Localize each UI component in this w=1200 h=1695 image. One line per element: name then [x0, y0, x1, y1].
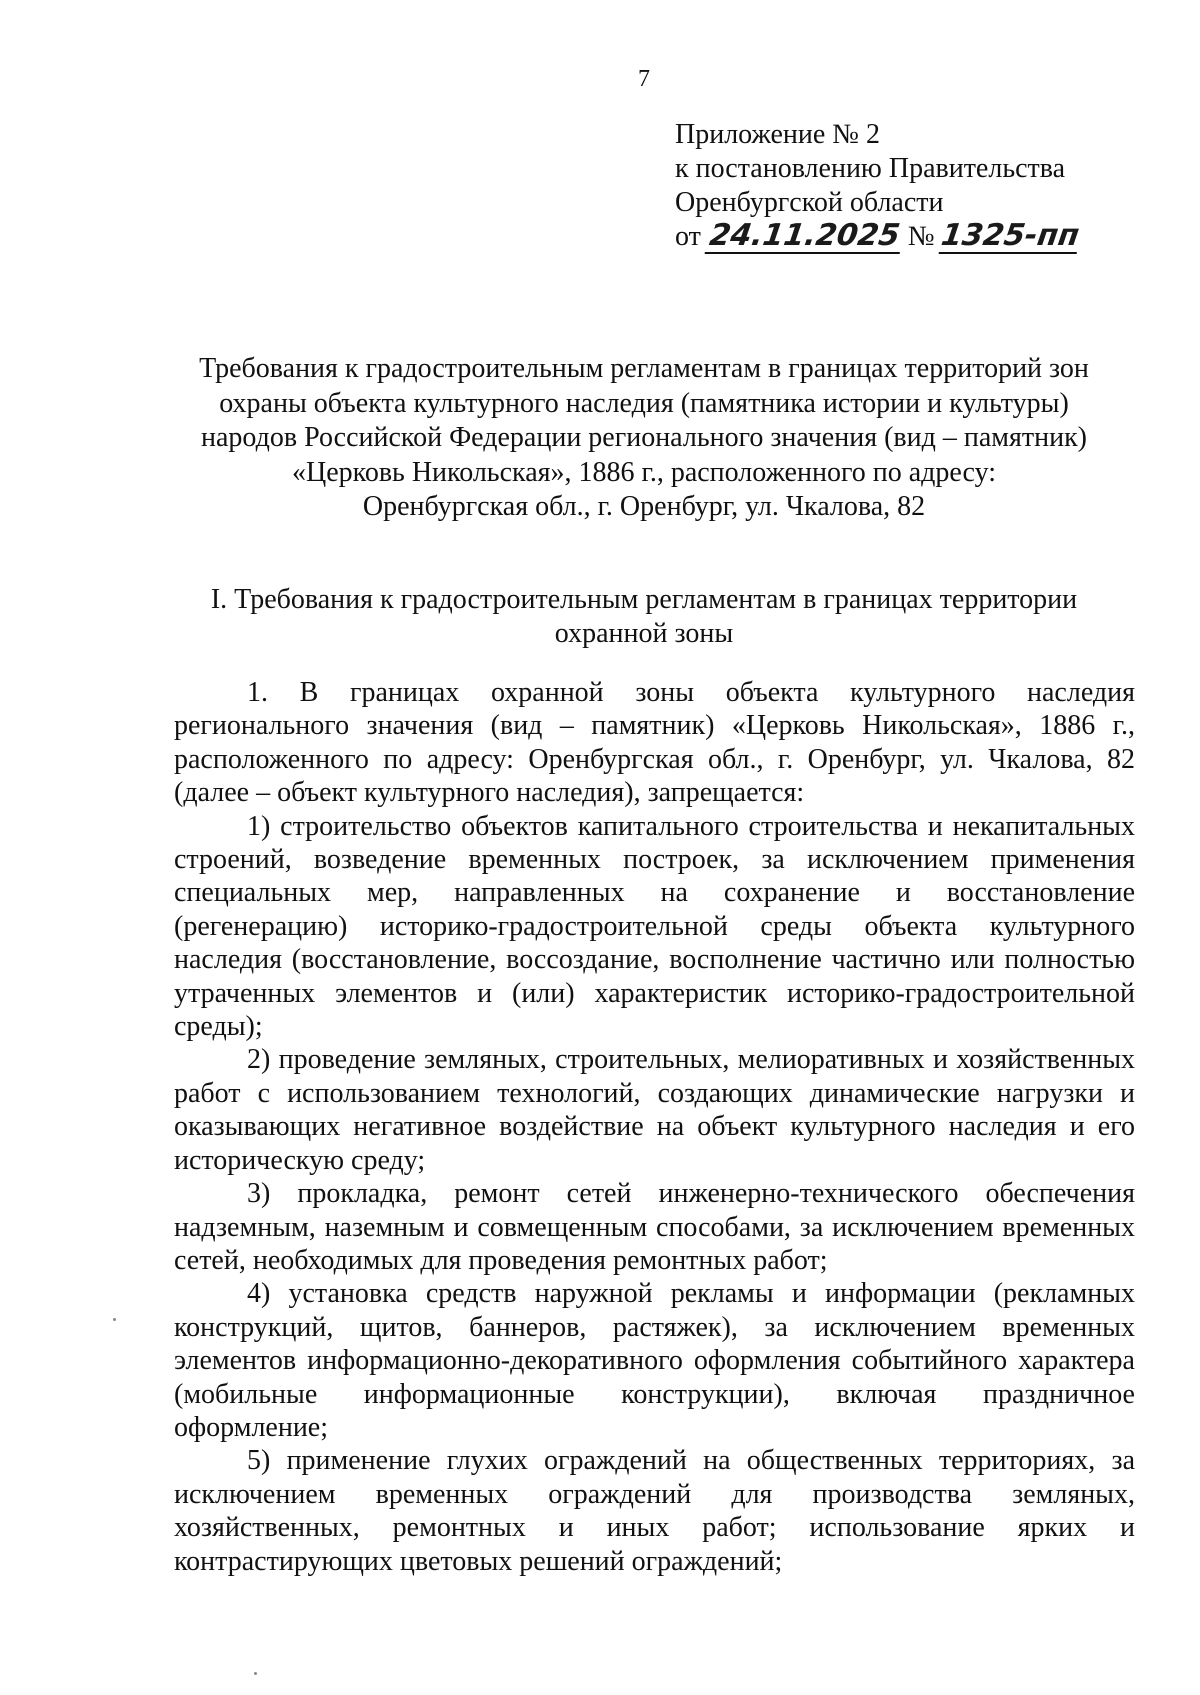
- paragraph-1: 1. В границах охранной зоны объекта культурного наследия регионального значения (вид – памятник) «Церковь Никольская», 1886 г., расположенного по адресу: Оренбургская обл., г. Оренбург, ул. Чкалова, 82 (далее – объект культурного наследия), запрещается:: [174, 677, 1135, 809]
- appendix-block: [675, 118, 1079, 254]
- title-line: народов Российской Федерации регионального значения (вид – памятник): [201, 422, 1087, 453]
- list-item-2: 2) проведение земляных, строительных, мелиоративных и хозяйственных работ с использованием технологий, создающих динамические нагрузки и оказывающих негативное воздействие на объект культурного наследия и его историческую среду;: [174, 1044, 1135, 1176]
- appendix-region: Оренбургской области: [675, 187, 944, 218]
- number-sign: №: [907, 221, 935, 252]
- page-number: 7: [638, 66, 650, 92]
- from-label: от: [675, 221, 701, 252]
- handwritten-number: 1325-пп: [938, 218, 1081, 253]
- appendix-resolution: к постановлению Правительства: [675, 153, 1066, 184]
- title-line: охраны объекта культурного наследия (памятника истории и культуры): [219, 387, 1069, 419]
- list-item-5: 5) применение глухих ограждений на общественных территориях, за исключением временных ограждений для производства земляных, хозяйственных, ремонтных и иных работ; использование ярких и контрастирующих цветовых решений ограждений;: [174, 1445, 1135, 1577]
- list-item-4: 4) установка средств наружной рекламы и информации (рекламных конструкций, щитов, баннеров, растяжек), за исключением временных элементов информационно-декоративного оформления событийного характера (мобильные информационные конструкции), включая праздничное оформление;: [174, 1278, 1135, 1443]
- appendix-date-line: [675, 220, 1079, 254]
- list-item-3: 3) прокладка, ремонт сетей инженерно-технического обеспечения надземным, наземным и совмещенным способами, за исключением временных сетей, необходимых для проведения ремонтных работ;: [174, 1178, 1135, 1276]
- handwritten-date: 24.11.2025: [704, 220, 904, 254]
- section-heading: [100, 583, 1188, 651]
- list-item-1: 1) строительство объектов капитального строительства и некапитальных строений, возведение временных построек, за исключением применения специальных мер, направленных на сохранение и восстановление (регенерацию) историко-градостроительной среды объекта культурного наследия (восстановление, воссоздание, восполнение частично или полностью утраченных элементов и (или) характеристик историко-градостроительной среды);: [174, 810, 1135, 1043]
- scan-speck: [254, 1672, 257, 1675]
- scan-speck: [113, 1318, 116, 1321]
- section-heading-line: I. Требования к градостроительным регламентам в границах территории: [210, 584, 1078, 615]
- document-title: [100, 352, 1188, 525]
- title-line: Оренбургская обл., г. Оренбург, ул. Чкалова, 82: [362, 491, 926, 522]
- section-heading-line: охранной зоны: [554, 618, 734, 649]
- document-body: [174, 676, 1135, 1578]
- title-line: Требования к градостроительным регламентам в границах территорий зон: [199, 353, 1089, 384]
- title-line: «Церковь Никольская», 1886 г., расположенного по адресу:: [292, 456, 996, 488]
- appendix-title: Приложение № 2: [675, 119, 880, 150]
